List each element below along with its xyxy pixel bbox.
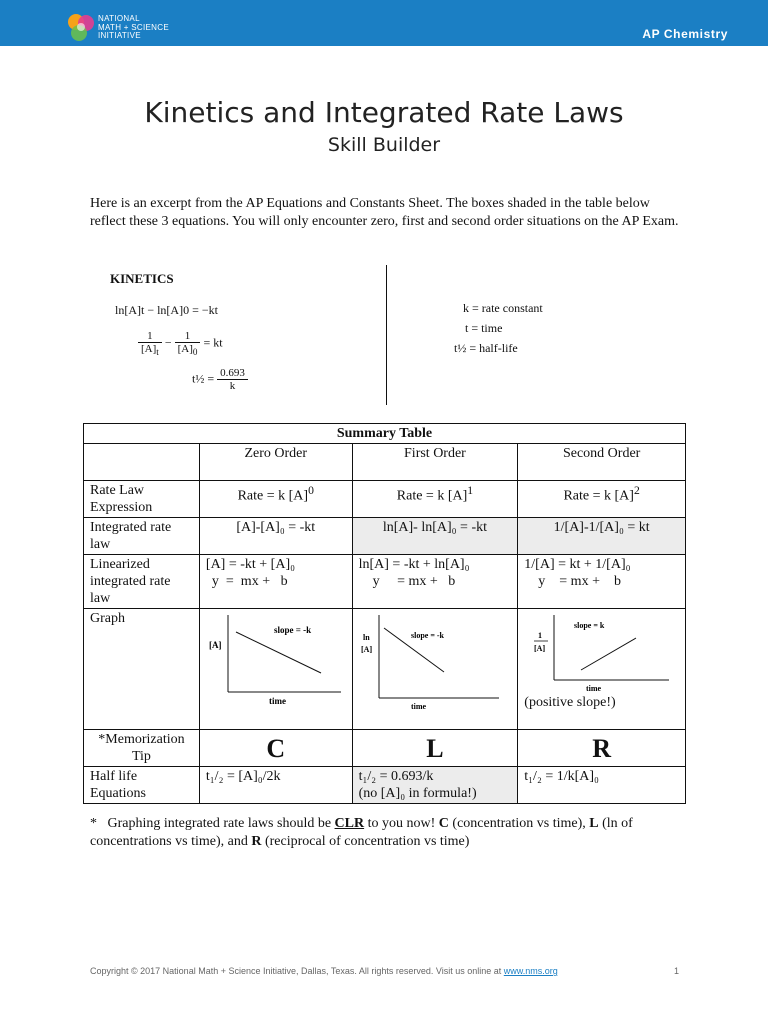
header-bar: [0, 0, 768, 46]
org-line-1: NATIONAL: [98, 14, 140, 23]
cell-line: y = mx + b: [211, 574, 288, 589]
row-label: Integrated rate law: [84, 518, 200, 555]
table-cell-shaded: ln[A]- ln[A]₀ = -kt: [352, 518, 518, 555]
y-axis-label: [A]: [360, 645, 372, 654]
table-cell: [352, 555, 518, 609]
kinetics-heading: KINETICS: [110, 271, 174, 286]
fraction-1-over-at: $\frac{1}{[A]_t}$: [138, 330, 162, 357]
table-cell: [199, 555, 352, 609]
note-r: R: [251, 834, 262, 849]
cell-line: y = mx + b: [538, 574, 621, 589]
half-life-equation: [192, 367, 248, 392]
copyright-text: Copyright © 2017 National Math + Science Initiative, Dallas, Texas. All rights reserved. Visit us online at: [90, 966, 502, 976]
header-second-order: Second Order: [518, 444, 686, 481]
cell-line: (no [A]₀ in formula!): [358, 786, 477, 801]
header-zero-order: Zero Order: [199, 444, 352, 481]
table-row: [84, 424, 686, 444]
x-axis-label: time: [268, 696, 286, 706]
y-axis-denominator: [A]: [534, 644, 546, 653]
constant-t: t = time: [465, 321, 503, 335]
note-c: C: [438, 816, 449, 831]
table-cell: [352, 481, 518, 518]
table-row: [84, 609, 686, 730]
y-axis-label: [A]: [208, 640, 222, 650]
cell-line: 1/[A] = kt + 1/[A]₀: [524, 557, 631, 572]
summary-table: [83, 423, 686, 804]
subject-label: AP Chemistry: [642, 27, 728, 41]
graph-cell-zero: [199, 609, 352, 730]
table-header-row: [84, 444, 686, 481]
first-order-equation: ln[A]t − ln[A]0 = −kt: [115, 303, 218, 317]
table-cell-shaded: [352, 767, 518, 804]
page-subtitle: Skill Builder: [327, 134, 441, 156]
graph-first-order: [359, 610, 512, 710]
note-text: Graphing integrated rate laws should be: [107, 816, 332, 831]
graph-zero-order: [206, 610, 346, 710]
note-l: L: [589, 816, 599, 831]
table-cell: [518, 481, 686, 518]
table-caption: Summary Table: [84, 424, 686, 444]
table-cell: t₁/₂ = 1/k[A]₀: [518, 767, 686, 804]
constant-half-life: t½ = half-life: [454, 341, 518, 355]
note-clr: CLR: [334, 816, 365, 831]
table-cell-shaded: 1/[A]-1/[A]₀ = kt: [518, 518, 686, 555]
row-label: Rate Law Expression: [84, 481, 200, 518]
table-row: [84, 767, 686, 804]
y-axis-label: ln: [362, 633, 370, 642]
x-axis-label: time: [410, 702, 426, 710]
exponent: 1: [467, 484, 474, 497]
cell-text: Rate = k [A]: [396, 488, 468, 504]
second-order-rhs: = kt: [203, 335, 223, 350]
cell-line: [A] = -kt + [A]₀: [205, 557, 295, 572]
divider-line: [386, 265, 387, 405]
graph-cell-first: [352, 609, 518, 730]
constant-k: k = rate constant: [463, 301, 543, 315]
row-label: Graph: [84, 609, 200, 730]
table-row: [84, 730, 686, 767]
clr-footnote: [90, 815, 690, 851]
page-title: Kinetics and Integrated Rate Laws: [144, 96, 624, 129]
nmsi-logo-icon: [67, 13, 95, 43]
note-text: to you now!: [367, 816, 436, 831]
table-cell: [A]-[A]₀ = -kt: [199, 518, 352, 555]
table-cell: t₁/₂ = [A]₀/2k: [199, 767, 352, 804]
slope-label: slope = k: [574, 621, 605, 630]
note-text: (ln of concentrations vs time), and: [90, 816, 633, 849]
cell-line: y = mx + b: [372, 574, 456, 589]
note-text: (reciprocal of concentration vs time): [264, 834, 470, 849]
footnote-marker: *: [90, 816, 97, 831]
table-row: [84, 555, 686, 609]
table-cell: [518, 555, 686, 609]
tip-letter-r: R: [518, 730, 686, 767]
table-row: [84, 481, 686, 518]
cell-line: ln[A] = -kt + ln[A]₀: [358, 557, 470, 572]
org-line-2: MATH + SCIENCE: [98, 22, 169, 32]
nms-website-link[interactable]: www.nms.org: [503, 966, 558, 976]
graph-second-order: [524, 610, 679, 694]
note-text: (concentration vs time),: [452, 816, 586, 831]
row-label: *Memorization Tip: [84, 730, 200, 767]
half-life-lhs: t½ =: [192, 371, 215, 386]
second-order-equation: $\frac{1}{[A]_t}$ − $\frac{1}{[A]_0}$ = kt: [138, 330, 223, 357]
tip-letter-l: L: [352, 730, 518, 767]
slope-label: slope = -k: [273, 625, 312, 635]
tip-letter-c: C: [199, 730, 352, 767]
cell-line: t₁/₂ = 0.693/k: [358, 769, 434, 784]
intro-paragraph: Here is an excerpt from the AP Equations and Constants Sheet. The boxes shaded in the table below reflect these 3 equations. You will only encounter zero, first and second order situations on the AP Exam.: [90, 196, 679, 229]
y-axis-numerator: 1: [538, 631, 543, 640]
table-cell: [84, 444, 200, 481]
exponent: 0: [308, 484, 314, 497]
cell-text: Rate = k [A]: [563, 488, 634, 504]
org-name: [98, 15, 169, 41]
x-axis-label: time: [586, 684, 602, 693]
table-cell: [199, 481, 352, 518]
org-line-3: INITIATIVE: [98, 31, 141, 40]
half-life-fraction: $\frac{0.693}{k}$: [217, 367, 248, 392]
page-number: 1: [674, 966, 680, 976]
cell-text: Rate = k [A]: [237, 488, 309, 504]
footer-copyright: [90, 966, 558, 976]
graph-cell-second: [518, 609, 686, 730]
row-label: Linearized integrated rate law: [84, 555, 200, 609]
header-first-order: First Order: [352, 444, 518, 481]
exponent: 2: [633, 484, 640, 497]
row-label: Half life Equations: [84, 767, 200, 804]
fraction-1-over-a0: $\frac{1}{[A]_0}$: [175, 330, 201, 357]
slope-label: slope = -k: [410, 631, 444, 640]
table-row: [84, 518, 686, 555]
graph-note: (positive slope!): [524, 695, 616, 710]
